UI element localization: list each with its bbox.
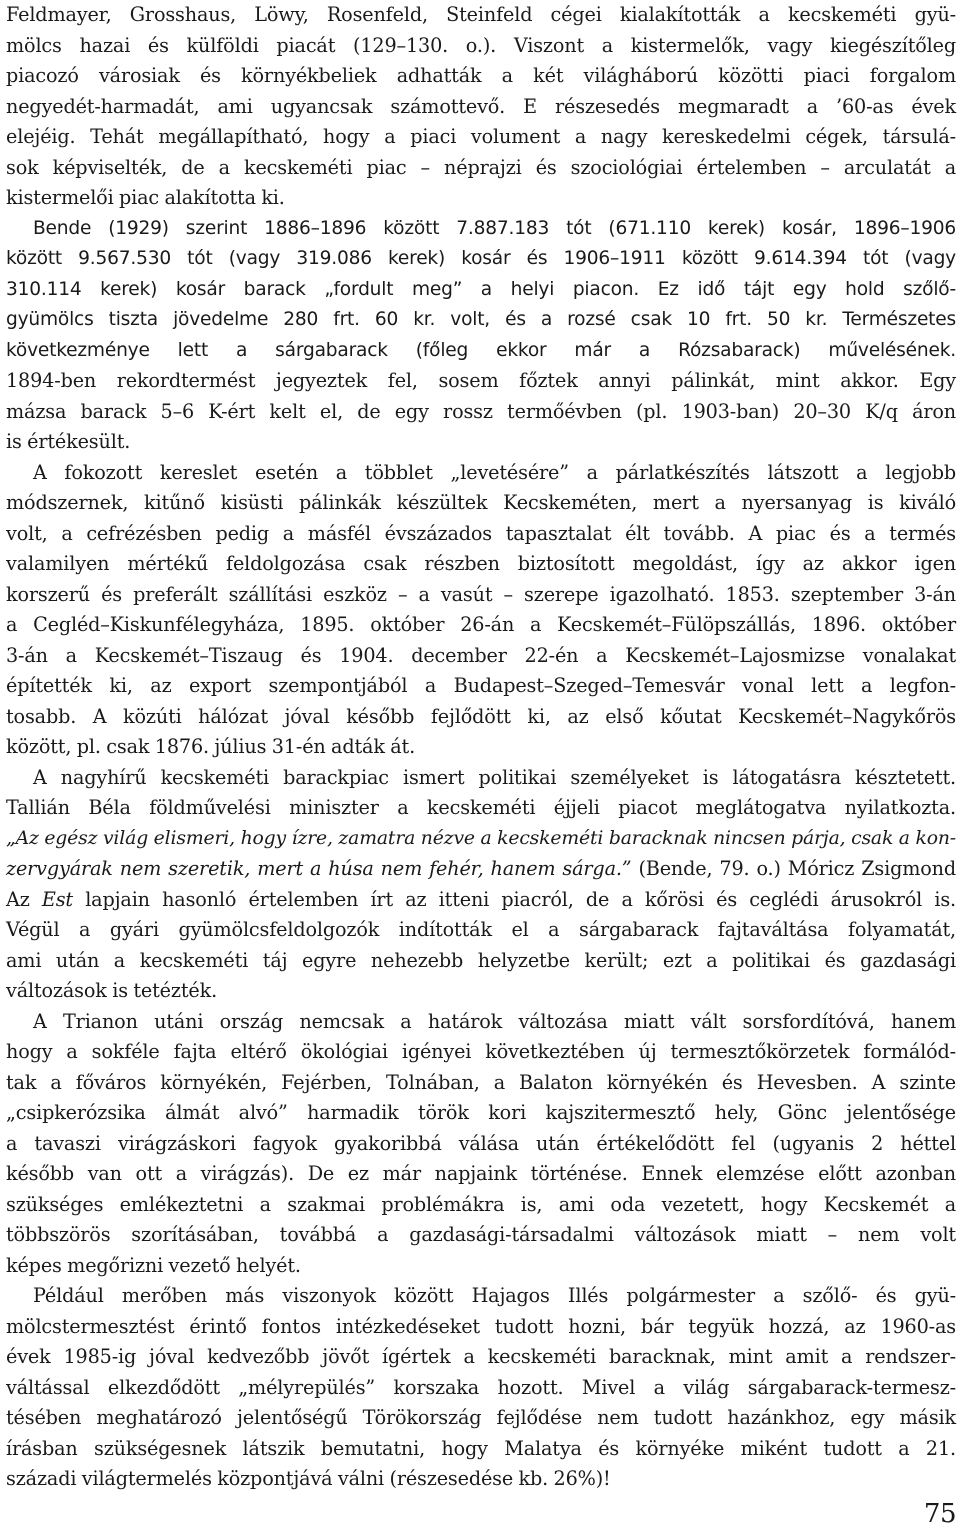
text-line: következménye lett a sárgabarack (főleg ekkor már a Rózsabarack) művelésének.: [6, 339, 956, 361]
text-line: 1894-ben rekordtermést jegyeztek fel, sosem főztek annyi pálinkát, mint akkor. Egy: [6, 369, 956, 392]
text-line: ami után a kecskeméti táj egyre nehezebb helyzetbe került; ezt a politikai és gazdasági: [6, 948, 956, 972]
text-line: A fokozott kereslet esetén a többlet „levetésére” a párlatkészítés látszott a legjobb: [33, 460, 956, 484]
text-line: negyedét-harmadát, ami ugyancsak számottevő. E részesedés megmaradt a ’60-as évek: [6, 94, 956, 118]
text-line: A Trianon utáni ország nemcsak a határok változása miatt vált sorsfordítóvá, hanem: [33, 1009, 956, 1033]
text-line: mölcs hazai és külföldi piacát (129–130. o.). Viszont a kistermelők, vagy kiegészítőleg: [6, 33, 956, 57]
text-line: a Cegléd–Kiskunfélegyháza, 1895. október 26-án a Kecskemét–Fülöpszállás, 1896. október: [6, 613, 956, 636]
text-span: Az: [6, 887, 42, 911]
text-line: Például merőben más viszonyok között Hajagos Illés polgármester a szőlő- és gyü-: [33, 1284, 956, 1307]
text-line: valamilyen mértékű feldolgozása csak részben biztosított megoldást, így az akkor igen: [6, 552, 956, 575]
text-line: Feldmayer, Grosshaus, Löwy, Rosenfeld, Steinfeld cégei kialakították a kecskeméti gyü-: [6, 3, 956, 26]
text-line: A nagyhírű kecskeméti barackpiac ismert politikai személyeket is látogatásra késztetett.: [33, 765, 956, 789]
text-line: „csipkerózsika álmát alvó” harmadik török kori kajszitermesztő hely, Gönc jelentősége: [6, 1101, 956, 1124]
text-line: között 9.567.530 tót (vagy 319.086 kerek) kosár és 1906–1911 között 9.614.394 tót (vagy: [6, 248, 956, 269]
text-line: volt, a cefrézésben pedig a másfél évszázados tapasztalat élt tovább. A piac és a termés: [6, 521, 956, 545]
text-line: elejéig. Tehát megállapítható, hogy a piaci volument a nagy kereskedelmi cégek, társulá-: [6, 125, 956, 148]
text-line: a tavaszi virágzáskori fagyok gyakoribbá válása után értékelődött fel (ugyanis 2 héttel: [6, 1131, 956, 1155]
text-line: később van ott a virágzás). De ez már napjaink történése. Ennek elemzése előtt azonban: [6, 1162, 956, 1185]
text-line: változások is tetézték.: [6, 979, 218, 1002]
page-number: 75: [923, 1499, 956, 1529]
text-line: évek 1985-ig jóval kedvezőbb jövőt ígértek a kecskeméti baracknak, mint amit a rendszer-: [6, 1345, 956, 1368]
text-line: is értékesült.: [6, 430, 131, 453]
text-line: között, pl. csak 1876. július 31-én adták át.: [6, 735, 416, 758]
text-line: szükséges emlékeztetni a szakmai problémákra is, ami oda vezetett, hogy Kecskemét a: [6, 1192, 956, 1216]
text-span: lapjain hasonló értelemben írt az itteni piacról, de a kőrösi és ceglédi árusokról is.: [73, 887, 956, 911]
quote-text: zervgyárak nem szeretik, mert a húsa nem fehér, hanem sárga.”: [6, 857, 632, 880]
text-line: tésében meghatározó jelentőségű Törökország fejlődése nem tudott hazánkhoz, egy másik: [6, 1406, 956, 1429]
text-line: piacozó városiak és környékbeliek adhatták a két világháború közötti piaci forgalom: [6, 64, 956, 87]
text-line: tak a főváros környékén, Fejérben, Tolnában, a Balaton környékén és Hevesben. A szinte: [6, 1070, 956, 1094]
text-line: többszörös szorításában, továbbá a gazdasági-társadalmi változások miatt – nem volt: [6, 1223, 956, 1246]
text-line: mölcstermesztést érintő fontos intézkedéseket tudott hozni, bár tegyük hozzá, az 1960-as: [6, 1314, 956, 1338]
text-line: századi világtermelés központjává válni (részesedése kb. 26%)!: [6, 1467, 611, 1490]
text-line: építették ki, az export szempontjából a Budapest–Szeged–Temesvár vonal lett a legfon-: [6, 674, 956, 697]
text-line: [6, 824, 956, 855]
newspaper-title: Est: [41, 887, 73, 911]
text-line: módszernek, kitűnő kisüsti pálinkák készültek Kecskeméten, mert a nyersanyag is kiváló: [6, 491, 956, 514]
text-line: gyümölcs tiszta jövedelme 280 frt. 60 kr. volt, és a rozsé csak 10 frt. 50 kr. Természetes: [6, 309, 956, 330]
text-line: tosabb. A közúti hálózat jóval később fejlődött ki, az első kőutat Kecskemét–Nagykőrös: [6, 704, 956, 728]
citation-text: (Bende, 79. o.) Móricz Zsigmond: [631, 857, 956, 880]
text-line: [6, 854, 956, 885]
text-line: korszerű és preferált szállítási eszköz – a vasút – szerepe igazolható. 1853. szeptember 3-án: [6, 582, 956, 606]
text-line: 310.114 kerek) kosár barack „fordult meg” a helyi piacon. Ez idő tájt egy hold szőlő-: [6, 278, 956, 300]
text-line: Tallián Béla földművelési miniszter a kecskeméti éjjeli piacot meglátogatva nyilatkozta.: [6, 796, 956, 819]
text-line: hogy a sokféle fajta eltérő ökológiai igényei következtében új termesztőkörzetek formálód-: [6, 1040, 956, 1063]
text-line: képes megőrizni vezető helyét.: [6, 1253, 301, 1277]
text-line: [6, 885, 956, 916]
text-line: 3-án a Kecskemét–Tiszaug és 1904. december 22-én a Kecskemét–Lajosmizse vonalakat: [6, 643, 956, 667]
quote-text: „Az egész világ elismeri, hogy ízre, zamatra nézve a kecskeméti baracknak nincsen párja, csak a kon-: [6, 827, 956, 849]
text-line: Bende (1929) szerint 1886–1896 között 7.887.183 tót (671.110 kerek) kosár, 1896–1906: [33, 217, 956, 239]
text-line: sok képviselték, de a kecskeméti piac – néprajzi és szociológiai értelemben – arculatát a: [6, 155, 956, 179]
text-line: írásban szükségesnek látszik bemutatni, hogy Malatya és környéke miként tudott a 21.: [6, 1436, 956, 1460]
text-line: váltással elkezdődött „mélyrepülés” korszaka hozott. Mivel a világ sárgabarack-termesz-: [6, 1375, 956, 1399]
text-line: kistermelői piac alakította ki.: [6, 186, 285, 209]
document-page: [6, 0, 956, 1495]
text-line: mázsa barack 5–6 K-ért kelt el, de egy rossz termőévben (pl. 1903-ban) 20–30 K/q áron: [6, 399, 956, 423]
text-line: Végül a gyári gyümölcsfeldolgozók indították el a sárgabarack fajtaváltása folyamatát,: [6, 918, 956, 941]
